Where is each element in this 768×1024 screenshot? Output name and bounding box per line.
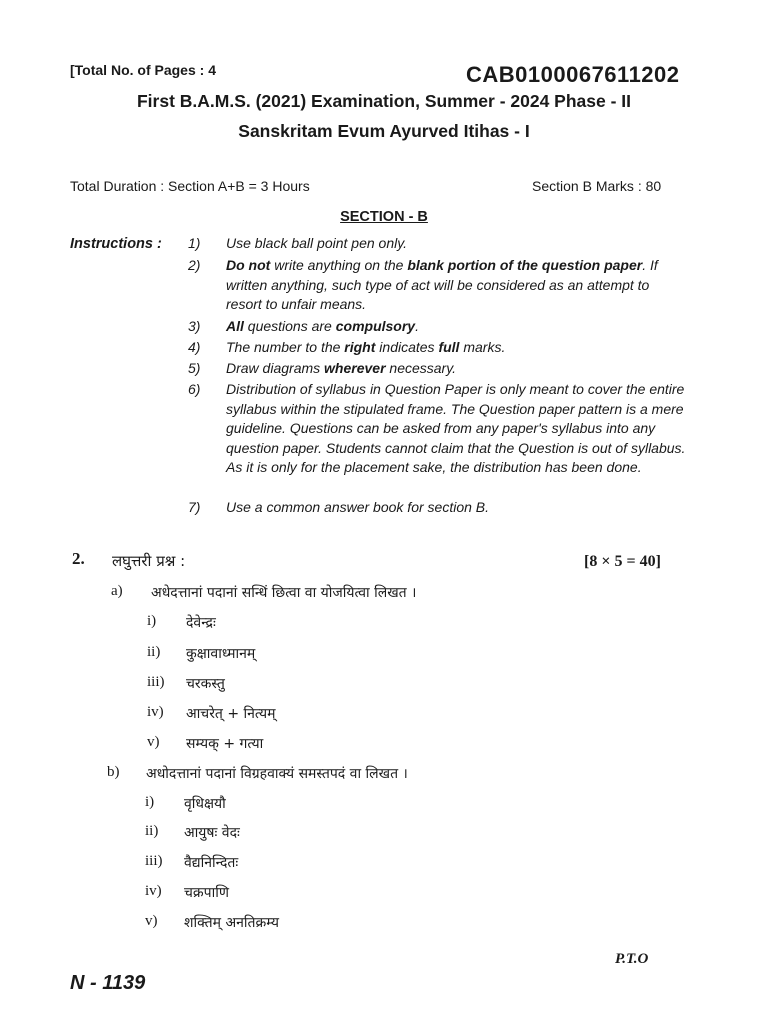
- instruction-number: 4): [188, 339, 201, 355]
- section-heading: SECTION - B: [340, 209, 428, 225]
- section-marks: Section B Marks : 80: [532, 178, 662, 194]
- item-text: वैद्यनिन्दितः: [184, 855, 239, 871]
- item-number: v): [145, 913, 158, 929]
- instruction-number: 3): [188, 318, 201, 334]
- subject-title: Sanskritam Evum Ayurved Itihas - I: [238, 121, 530, 141]
- instruction-text: Do not write anything on the blank portion of the question paper. If written anything, such type of act will be considered as an attempt to resort to unfair means.: [226, 257, 658, 312]
- item-number: iv): [145, 883, 162, 899]
- item-number: ii): [145, 823, 159, 839]
- item-text: शक्तिम् अनतिक्रम्य: [184, 915, 279, 931]
- instruction-text: Use a common answer book for section B.: [226, 499, 490, 515]
- part-instruction: अधोदत्तानां पदानां विग्रहवाक्यं समस्तपदं वा लिखत ।: [146, 766, 408, 782]
- total-pages: [Total No. of Pages : 4: [70, 62, 216, 78]
- question-number: 2.: [72, 549, 85, 568]
- item-text: वृधिक्षयौ: [184, 796, 226, 812]
- instruction-number: 7): [188, 499, 201, 515]
- item-text: सम्यक् + गत्या: [186, 736, 264, 752]
- instruction-number: 1): [188, 235, 201, 251]
- pto-label: P.T.O: [615, 951, 649, 967]
- item-number: iv): [147, 704, 164, 720]
- instruction-text: Use black ball point pen only.: [226, 235, 408, 251]
- part-label: a): [111, 583, 123, 599]
- item-text: चरकस्तु: [186, 676, 225, 692]
- instruction-number: 5): [188, 360, 201, 376]
- paper-code: CAB0100067611202: [466, 62, 680, 87]
- instruction-text: Draw diagrams wherever necessary.: [226, 360, 457, 376]
- instructions-label: Instructions :: [70, 236, 162, 252]
- instruction-number: 6): [188, 381, 201, 397]
- item-number: i): [147, 613, 157, 629]
- item-text: कुक्षावाध्मानम्: [186, 646, 256, 662]
- part-instruction: अधेदत्तानां पदानां सन्धिं छित्वा वा योजयित्वा लिखत ।: [151, 585, 417, 601]
- part-label: b): [107, 764, 120, 780]
- total-duration: Total Duration : Section A+B = 3 Hours: [70, 178, 310, 194]
- item-text: आचरेत् + नित्यम्: [186, 706, 276, 722]
- item-text: देवेन्द्रः: [186, 615, 216, 631]
- item-number: ii): [147, 644, 161, 660]
- item-text: आयुषः वेदः: [184, 825, 240, 841]
- paper-number: N - 1139: [70, 972, 146, 994]
- question-heading: लघुत्तरी प्रश्न :: [112, 552, 186, 570]
- instruction-text: All questions are compulsory.: [226, 318, 419, 334]
- item-number: i): [145, 794, 155, 810]
- item-number: iii): [145, 853, 163, 869]
- item-number: v): [147, 734, 160, 750]
- question-marks: [8 × 5 = 40]: [584, 553, 661, 570]
- item-number: iii): [147, 674, 165, 690]
- item-text: चक्रपाणि: [184, 885, 229, 901]
- instruction-text: Distribution of syllabus in Question Paper is only meant to cover the entire syllabus within the stipulated frame. The Question paper pattern is a mere guideline. Questions can be asked from any paper's syllabus into any question paper. Students cannot claim that the Question is out of syllabus. As it is only for the placement sake, the distribution has been done.: [226, 381, 686, 475]
- instruction-number: 2): [188, 257, 201, 273]
- instruction-text: The number to the right indicates full marks.: [226, 339, 506, 355]
- exam-title: First B.A.M.S. (2021) Examination, Summer - 2024 Phase - II: [136, 91, 632, 111]
